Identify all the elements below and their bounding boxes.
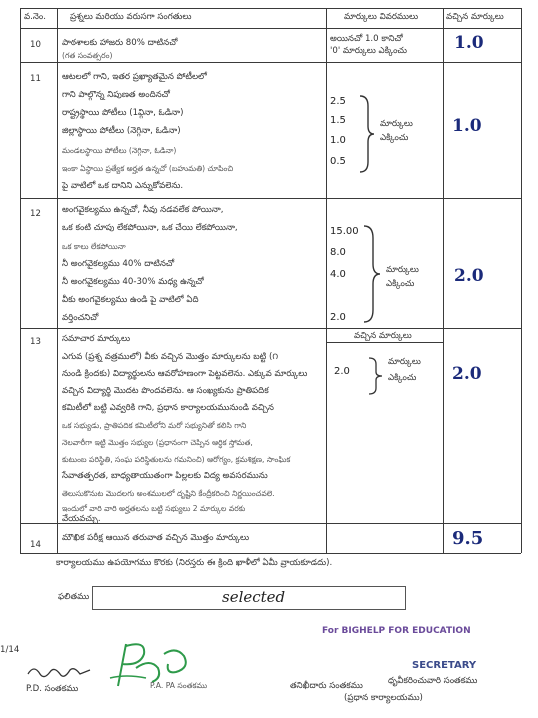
- row-13-line-4: వచ్చిన విద్యార్థి మొదట పొందవలెను. ఆ సంఖ్యకును ప్రాతిపదిక: [62, 386, 269, 396]
- header-col-no: వ.నెం.: [24, 12, 46, 22]
- row-13-value-1: 2.0: [334, 366, 350, 377]
- header-col-marks-obtained: వచ్చిన మార్కులు: [446, 12, 504, 22]
- remarks-handwritten-value: selected: [222, 588, 286, 606]
- col-detail-divider: [443, 8, 444, 553]
- row-12-value-1: 15.00: [330, 226, 359, 237]
- row-12-line-3: ఒక కాలు లేకపోయినా: [62, 242, 126, 251]
- row-11-line-4: జిల్లాస్థాయి పోటీలు (నెగ్గినా, ఓడినా): [62, 126, 181, 136]
- row-11-bottom: [20, 198, 521, 199]
- row-13-line-7: నెలవారీగా ఇట్టి మొత్తం సభ్యుల (ప్రధానంగా చెప్పిన ఆర్ధిక స్తోమత,: [62, 438, 253, 447]
- row-13-line-3: నుండి క్రిందకు) విద్యార్థులను ఆవరోహణంగా పెట్టవలెను. ఎక్కువ మార్కులు: [62, 369, 308, 379]
- row-10-obtained-marks: 1.0: [454, 33, 484, 53]
- row-12-brace-label-1: మార్కులు: [386, 265, 419, 275]
- row-14-line-1: మౌఖిక పరీక్ష ఆయిన తరువాత వచ్చిన మొత్తం మార్కులు: [62, 533, 250, 543]
- row-13-detail-header: వచ్చిన మార్కులు: [354, 331, 412, 341]
- row-12-brace: [360, 224, 382, 324]
- row-11-obtained-marks: 1.0: [452, 116, 482, 136]
- row-11-brace: [356, 94, 376, 174]
- row-11-line-1: ఆటలలో గాని, ఇతర ప్రఖ్యాతమైన పోటీలలో: [62, 72, 207, 82]
- row-12-line-4: నీ అంగవైకల్యము 40% దాటినచో: [62, 259, 175, 269]
- row-13-line-9: సేవాతత్పరత, బాధ్యతాయుతంగా పిల్లలకు విద్య అవసరమును: [62, 471, 268, 481]
- table-right-border: [521, 8, 522, 553]
- row-11-line-6: ఇంకా ఏస్థాయి ప్రత్యేక అర్హత ఉన్నచో (బహుమతి) చూపించి: [62, 164, 234, 173]
- row-12-obtained-marks: 2.0: [454, 266, 484, 286]
- row-12-line-6: వీకు అంగవైకల్యము ఉండి పై వాటిలో ఏది: [62, 295, 199, 305]
- row-12-bottom: [20, 328, 521, 329]
- row-13-line-2: ఎగువ (ప్రశ్న వత్రములో) వీకు వచ్చిన మొత్తం మార్కులను బట్టి (౧: [62, 352, 279, 362]
- row-12-line-2: ఒక కంటి చూపు లేకపోయినా, ఒక చేయి లేకపోయినా,: [62, 223, 238, 233]
- row-12-number: 12: [30, 209, 41, 219]
- table-left-border: [20, 8, 21, 553]
- pd-signature-label: P.D. సంతకము: [26, 684, 79, 694]
- row-13-line-8: కుటుంబ పరిస్థితి, సంఘ పరిస్థితులను గమనించి) ఆరోగ్యం, క్రమశిక్షణ, సాంఘిక: [62, 455, 291, 464]
- row-10-line-2: (గత సంవత్సరం): [62, 51, 113, 60]
- row-11-value-2: 1.5: [330, 115, 346, 126]
- row-11-line-2: గాని పాల్గొన్న నిపుణత అందినచో: [62, 90, 170, 100]
- row-14-number: 14: [30, 540, 41, 550]
- row-11-line-3: రాష్ట్రస్థాయి పోటీలు (1వ్గినా, ఓడినా): [62, 108, 184, 118]
- row-10-line-1: పాఠశాలకు హాజరు 80% దాటినచో: [62, 38, 178, 48]
- row-12-line-5: నీ అంగవైకల్యము 40-30% మధ్య ఉన్నచో: [62, 277, 204, 287]
- pd-signature: [24, 660, 94, 684]
- row-11-line-7: పై వాటిలో ఒక దానిని ఎన్నుకోవలెను.: [62, 181, 184, 191]
- row-11-value-4: 0.5: [330, 156, 346, 167]
- table-bottom-border: [20, 553, 521, 554]
- row-12-line-1: అంగవైకల్యము ఉన్నచో, నీవు నడవలేక పోయినా,: [62, 205, 224, 215]
- row-14-obtained-marks: 9.5: [452, 528, 484, 549]
- row-12-brace-label-2: ఎక్కించు: [386, 279, 415, 289]
- row-13-line-11: ఇందులో వారి వారి అర్హతలను బట్టి సభ్యులు 2 మార్కుల వరకు: [62, 504, 246, 513]
- row-13-line-5: కమిటీలో బట్టి ఎవ్వరికి గాని, ప్రధాన కార్యాలయమునుండి వచ్చిన: [62, 403, 274, 413]
- row-11-brace-label-1: మార్కులు: [380, 119, 413, 129]
- row-12-value-4: 2.0: [330, 312, 346, 323]
- row-10-detail-2: '0' మార్కులు ఎక్కించు: [330, 46, 407, 56]
- remarks-label: ఫలితము: [58, 592, 90, 602]
- secretary-signature-label: ధృవీకరించువారి సంతకము: [388, 676, 478, 686]
- row-11-value-3: 1.0: [330, 135, 346, 146]
- head-office-label: (ప్రధాన కార్యాలయము): [344, 693, 423, 703]
- row-13-obtained-marks: 2.0: [452, 364, 482, 384]
- row-11-line-5: మండలస్థాయి పోటీలు (నెగ్గినా, ఓడినా): [62, 146, 177, 155]
- row-13-line-10: తెలుసుకొనుట మొదలగు అంశములలో దృష్టిని కేంద్రీకరించి నిర్ణయించవలె.: [62, 489, 275, 498]
- table-header-divider: [20, 28, 521, 29]
- row-10-bottom: [20, 62, 521, 63]
- office-use-note: కార్యాలయము ఉపయోగము కొరకు (నిరస్తరు ఈ క్రింది ఖాళీలో ఏమీ వ్రాయకూడదు).: [56, 558, 333, 568]
- table-top-border: [20, 8, 521, 9]
- row-13-line-1: సమాచార మార్కులు: [62, 334, 131, 344]
- row-10-number: 10: [30, 40, 41, 50]
- secretary-stamp-text: SECRETARY: [412, 660, 477, 671]
- row-11-brace-label-2: ఎక్కించు: [380, 133, 409, 143]
- organization-stamp-text: For BIGHELP FOR EDUCATION: [322, 626, 471, 636]
- row-13-line-6: ఒక సభ్యుడు, ప్రాతిపదిక కమిటీలోని మరో సభ్యునితో కలిసి గాని: [62, 421, 247, 430]
- row-12-line-7: వర్తించనిచో: [62, 313, 99, 323]
- row-13-brace: [366, 356, 384, 396]
- row-13-brace-label-2: ఎక్కించు: [388, 373, 417, 383]
- inspector-signature-label: తనిఖీదారు సంతకము: [290, 681, 363, 691]
- row-11-value-1: 2.5: [330, 96, 346, 107]
- footer-date-fragment: 1/14: [0, 645, 20, 655]
- row-13-line-12: వేయవచ్చు.: [62, 514, 101, 524]
- row-13-detail-header-line: [326, 342, 443, 343]
- col-no-divider: [57, 8, 58, 553]
- row-12-value-3: 4.0: [330, 269, 346, 280]
- row-11-number: 11: [30, 74, 41, 84]
- header-col-item: ప్రశ్నలు మరియు వరుసగా సంగతులు: [70, 12, 192, 22]
- pa-signature-label: P.A. PA సంతకము: [150, 681, 208, 690]
- col-item-divider: [326, 8, 327, 553]
- header-col-marks-detail: మార్కులు వివరములు: [344, 12, 419, 22]
- row-12-value-2: 8.0: [330, 247, 346, 258]
- row-13-brace-label-1: మార్కులు: [388, 357, 421, 367]
- row-10-detail-1: అయినచో 1.0 కానిచో: [330, 34, 403, 44]
- row-13-number: 13: [30, 337, 41, 347]
